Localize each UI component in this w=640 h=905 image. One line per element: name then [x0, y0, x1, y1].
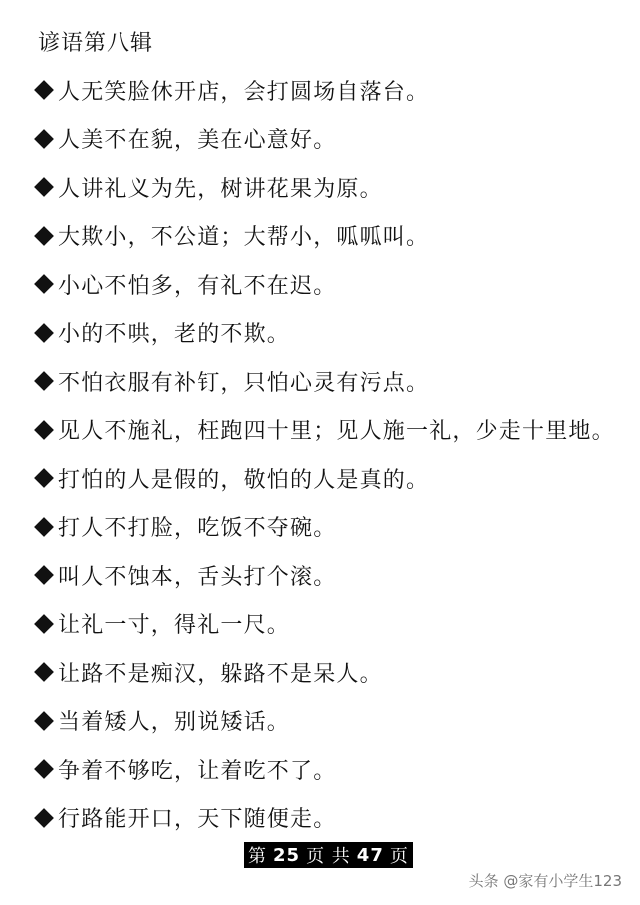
diamond-bullet-icon	[34, 129, 54, 149]
diamond-bullet-icon	[34, 711, 54, 731]
proverb-text: 大欺小，不公道；大帮小，呱呱叫。	[58, 225, 430, 251]
list-item	[34, 600, 634, 649]
list-item	[34, 794, 634, 843]
proverb-text: 打人不打脸，吃饭不夺碗。	[58, 516, 337, 542]
list-item	[34, 309, 634, 358]
pager-total: 47	[356, 844, 384, 866]
diamond-bullet-icon	[34, 565, 54, 585]
diamond-bullet-icon	[34, 323, 54, 343]
list-item	[34, 648, 634, 697]
list-item	[34, 115, 634, 164]
proverb-text: 争着不够吃，让着吃不了。	[58, 758, 337, 784]
diamond-bullet-icon	[34, 759, 54, 779]
proverb-text: 不怕衣服有补钉，只怕心灵有污点。	[58, 370, 430, 396]
list-item	[34, 454, 634, 503]
list-item	[34, 406, 634, 455]
pager-middle: 页 共	[306, 846, 351, 867]
diamond-bullet-icon	[34, 226, 54, 246]
diamond-bullet-icon	[34, 662, 54, 682]
pager-prefix: 第	[248, 846, 267, 867]
proverb-text: 人无笑脸休开店，会打圆场自落台。	[58, 79, 430, 105]
proverb-list	[34, 66, 634, 842]
list-item	[34, 260, 634, 309]
diamond-bullet-icon	[34, 420, 54, 440]
proverb-text: 让礼一寸，得礼一尺。	[58, 613, 291, 639]
list-item	[34, 503, 634, 552]
watermark: 头条 @家有小学生123	[468, 872, 622, 890]
diamond-bullet-icon	[34, 177, 54, 197]
list-item	[34, 163, 634, 212]
list-item	[34, 745, 634, 794]
proverb-text: 叫人不蚀本，舌头打个滚。	[58, 564, 337, 590]
list-item	[34, 66, 634, 115]
proverb-text: 人讲礼义为先，树讲花果为原。	[58, 176, 383, 202]
proverb-text: 行路能开口，天下随便走。	[58, 807, 337, 833]
proverb-text: 人美不在貌，美在心意好。	[58, 128, 337, 154]
list-item	[34, 357, 634, 406]
proverb-text: 打怕的人是假的，敬怕的人是真的。	[58, 467, 430, 493]
proverb-text: 小的不哄，老的不欺。	[58, 322, 291, 348]
diamond-bullet-icon	[34, 371, 54, 391]
diamond-bullet-icon	[34, 468, 54, 488]
page-indicator	[244, 842, 413, 868]
pager-suffix: 页	[389, 846, 409, 867]
diamond-bullet-icon	[34, 614, 54, 634]
list-item	[34, 551, 634, 600]
proverb-text: 见人不施礼，枉跑四十里；见人施一礼，少走十里地。	[58, 419, 615, 445]
list-item	[34, 697, 634, 746]
diamond-bullet-icon	[34, 517, 54, 537]
pager-current: 25	[273, 844, 301, 866]
diamond-bullet-icon	[34, 808, 54, 828]
list-item	[34, 212, 634, 261]
page-title: 谚语第八辑	[38, 31, 154, 56]
proverb-text: 小心不怕多，有礼不在迟。	[58, 273, 337, 299]
diamond-bullet-icon	[34, 274, 54, 294]
diamond-bullet-icon	[34, 80, 54, 100]
proverb-text: 当着矮人，别说矮话。	[58, 710, 291, 736]
proverb-text: 让路不是痴汉，躲路不是呆人。	[58, 661, 383, 687]
